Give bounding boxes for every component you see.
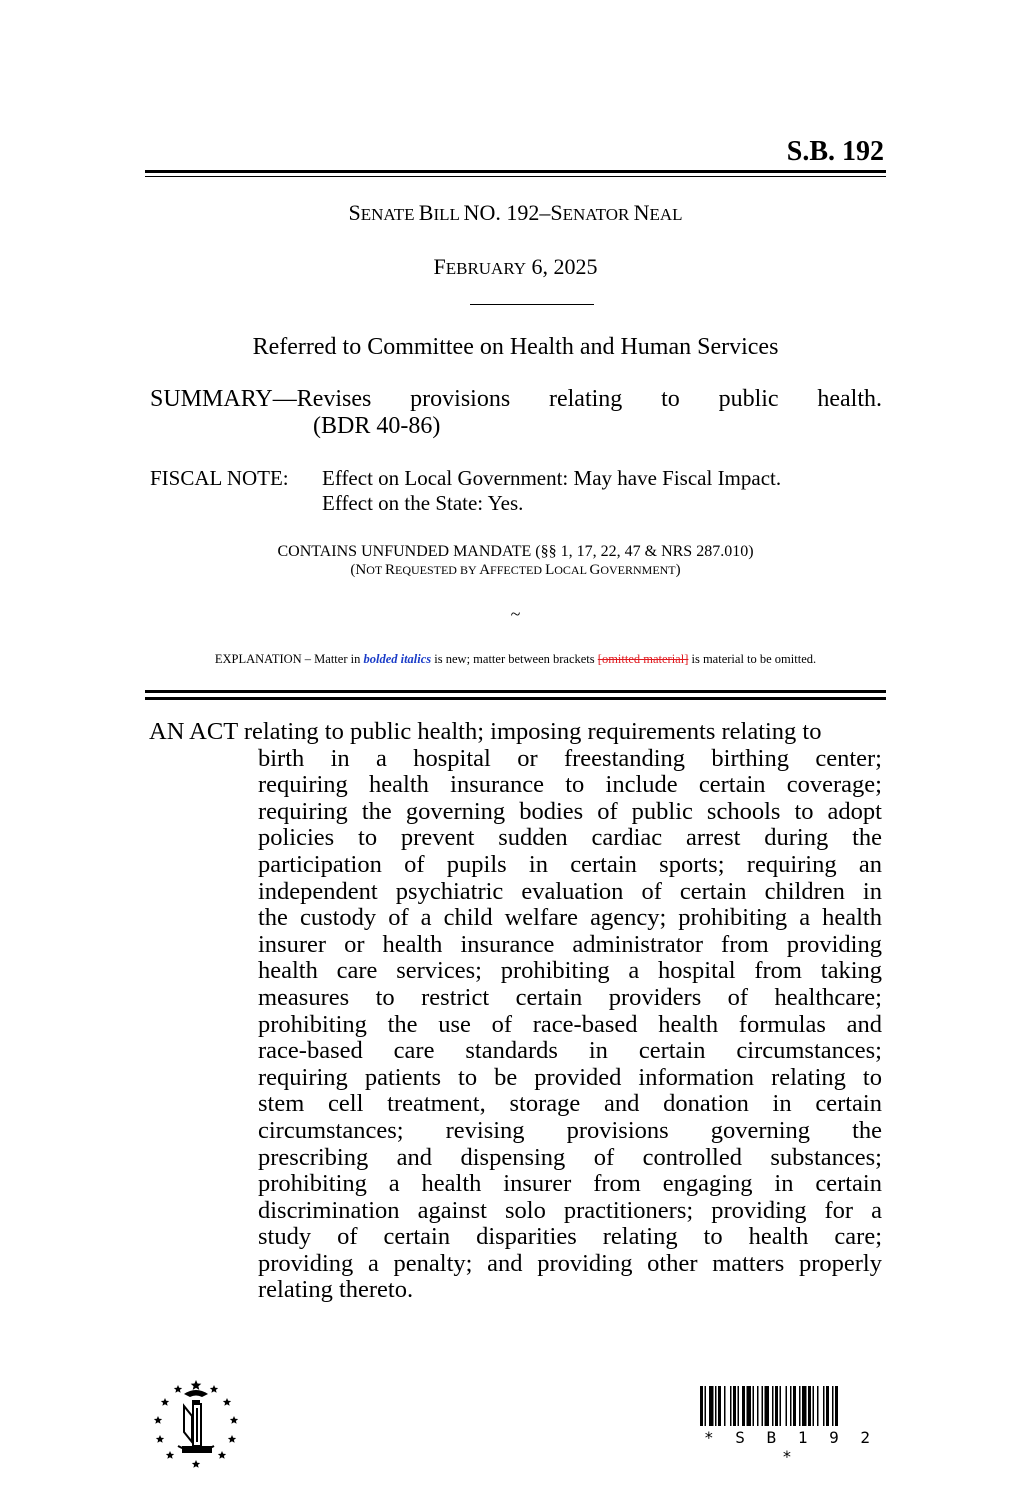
summary-word: provisions xyxy=(410,386,511,412)
act-preamble xyxy=(149,719,882,1304)
bill-title: SENATE BILL NO. 192–SENATOR NEAL xyxy=(348,200,683,225)
summary-word: SUMMARY—Revises xyxy=(150,386,372,412)
mandate-subline: (NOT REQUESTED BY AFFECTED LOCAL GOVERNMENT) xyxy=(350,562,681,578)
fiscal-note-label: FISCAL NOTE: xyxy=(150,466,289,490)
fiscal-note-state: Effect on the State: Yes. xyxy=(322,491,524,515)
nevada-legislature-seal-icon xyxy=(148,1374,244,1470)
section-tilde: ~ xyxy=(510,604,521,624)
body-rule-2 xyxy=(145,697,886,700)
summary-line-1 xyxy=(150,386,882,413)
act-line: stem cell treatment, storage and donation in certain xyxy=(258,1090,882,1118)
summary-word: relating xyxy=(548,386,623,412)
summary-word: to xyxy=(661,386,680,412)
act-line: relating thereto. xyxy=(258,1276,414,1304)
act-line: requiring the governing bodies of public schools to adopt xyxy=(258,797,882,825)
act-line: requiring health insurance to include certain coverage; xyxy=(258,771,882,799)
bill-number-heading: S.B. 192 xyxy=(786,136,884,167)
act-line: study of certain disparities relating to health care; xyxy=(258,1223,882,1251)
unfunded-mandate-notice xyxy=(145,542,886,580)
act-line: circumstances; revising provisions governing the xyxy=(258,1116,882,1144)
act-line: health care services; prohibiting a hospital from taking xyxy=(258,957,882,985)
summary-word: health. xyxy=(817,386,882,412)
fiscal-note-local: Effect on Local Government: May have Fiscal Impact. xyxy=(322,466,782,490)
act-line: prohibiting a health insurer from engaging in certain xyxy=(258,1170,882,1198)
act-line: independent psychiatric evaluation of certain children in xyxy=(258,877,882,905)
act-line: requiring patients to be provided information relating to xyxy=(258,1063,882,1091)
date-divider xyxy=(470,304,594,305)
header-rule-thin xyxy=(145,176,886,177)
bill-date: FEBRUARY 6, 2025 xyxy=(433,254,598,279)
act-line: participation of pupils in certain sports; requiring an xyxy=(258,850,882,878)
committee-referral: Referred to Committee on Health and Human Services xyxy=(252,334,779,360)
act-line: measures to restrict certain providers of healthcare; xyxy=(258,983,882,1011)
act-line: birth in a hospital or freestanding birthing center; xyxy=(258,744,882,772)
act-line: the custody of a child welfare agency; prohibiting a health xyxy=(258,904,882,932)
act-line: race-based care standards in certain circumstances; xyxy=(258,1037,882,1065)
act-line: prescribing and dispensing of controlled substances; xyxy=(258,1143,882,1171)
fiscal-note xyxy=(150,466,781,516)
act-line: AN ACT relating to public health; imposing requirements relating to xyxy=(149,718,822,745)
barcode-icon xyxy=(700,1386,880,1426)
bill-summary xyxy=(150,386,882,440)
act-line: prohibiting the use of race-based health formulas and xyxy=(258,1010,882,1038)
summary-word: public xyxy=(718,386,779,412)
header-rule-thick xyxy=(145,170,886,173)
act-line: insurer or health insurance administrator from providing xyxy=(258,930,882,958)
body-rule-1 xyxy=(145,690,886,693)
act-line: providing a penalty; and providing other matters properly xyxy=(258,1249,882,1277)
barcode-label: * S B 1 9 2 * xyxy=(704,1428,876,1466)
summary-bdr: (BDR 40-86) xyxy=(313,413,441,439)
mandate-line: CONTAINS UNFUNDED MANDATE (§§ 1, 17, 22, 47 & NRS 287.010) xyxy=(277,543,754,560)
explanation-legend: EXPLANATION – Matter in bolded italics is new; matter between brackets [omitted material] is material to be omitted. xyxy=(214,652,817,666)
new-matter-sample: bolded italics xyxy=(363,652,432,666)
act-line: discrimination against solo practitioners; providing for a xyxy=(258,1196,882,1224)
act-line: policies to prevent sudden cardiac arrest during the xyxy=(258,824,882,852)
omitted-matter-sample: [omitted material] xyxy=(597,652,689,666)
